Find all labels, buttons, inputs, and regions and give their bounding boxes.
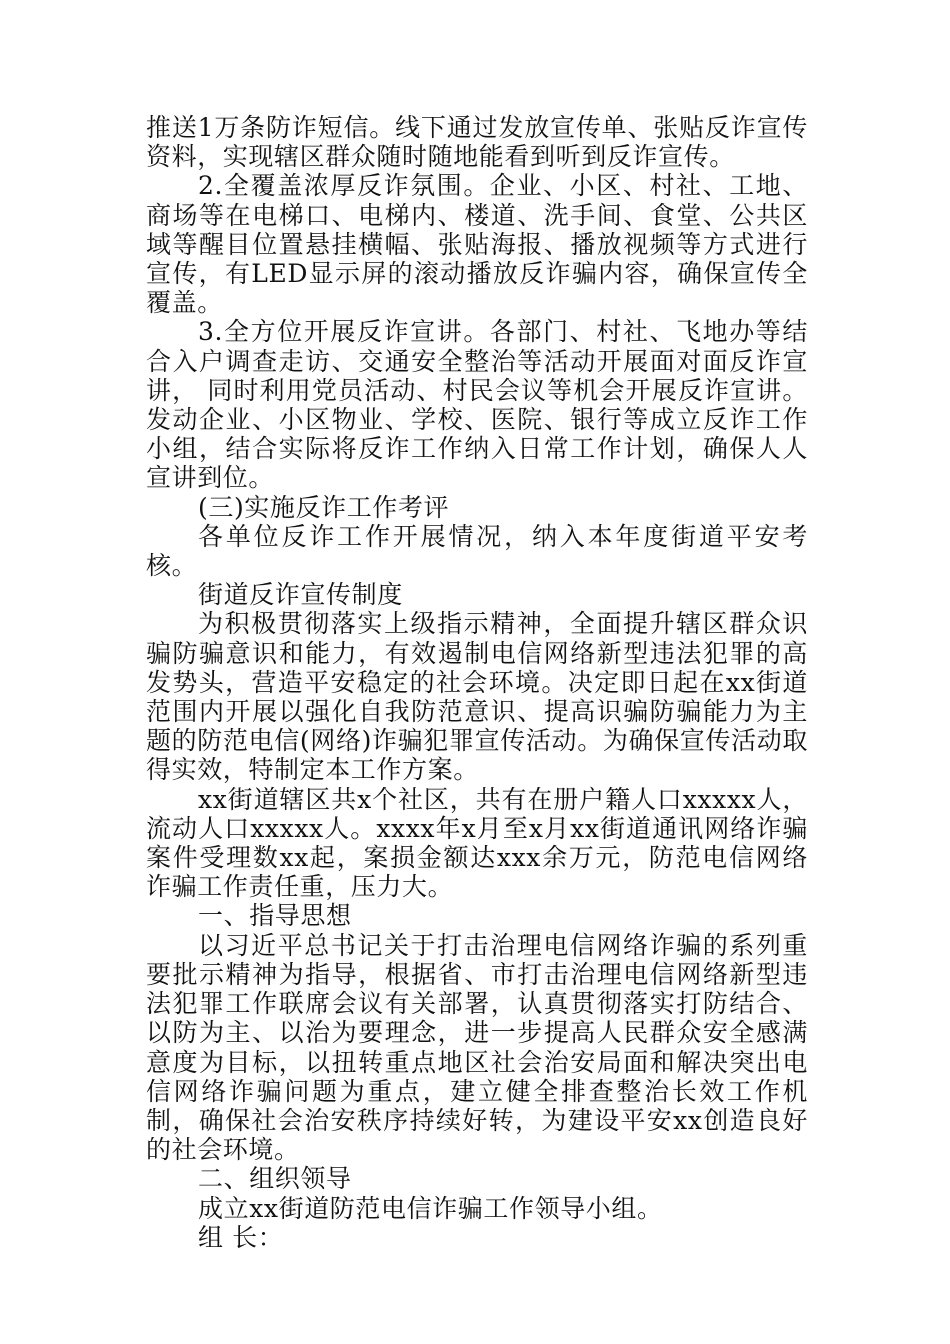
document-page bbox=[146, 113, 808, 1252]
section-heading-organization: 二、组织领导 bbox=[198, 1164, 352, 1194]
paragraph-4: 各单位反诈工作开展情况，纳入本年度街道平安考核。 bbox=[146, 521, 808, 581]
section-heading-3: (三)实施反诈工作考评 bbox=[198, 492, 450, 522]
paragraph-1: 推送1万条防诈短信。线下通过发放宣传单、张贴反诈宣传资料，实现辖区群众随时随地能看到听到反诈宣传。 bbox=[146, 113, 808, 172]
paragraph-7: 以习近平总书记关于打击治理电信网络诈骗的系列重要批示精神为指导，根据省、市打击治理电信网络新型违法犯罪工作联席会议有关部署，认真贯彻落实打防结合、以防为主、以治为要理念，进一步提高人民群众安全感满意度为目标，以扭转重点地区社会治安局面和解决突出电信网络诈骗问题为重点，建立健全排查整治长效工作机制，确保社会治安秩序持续好转，为建设平安xx创造良好的社会环境。 bbox=[146, 930, 808, 1165]
paragraph-3: 3.全方位开展反诈宣讲。各部门、村社、飞地办等结合入户调查走访、交通安全整治等活动开展面对面反诈宣讲， 同时利用党员活动、村民会议等机会开展反诈宣讲。发动企业、小区物业、学校、医院、银行等成立反诈工作小组，结合实际将反诈工作纳入日常工作计划，确保人人宣讲到位。 bbox=[146, 317, 808, 493]
section-heading-guiding: 一、指导思想 bbox=[198, 901, 352, 931]
paragraph-5: 为积极贯彻落实上级指示精神，全面提升辖区群众识骗防骗意识和能力，有效遏制电信网络新型违法犯罪的高发势头，营造平安稳定的社会环境。决定即日起在xx街道范围内开展以强化自我防范意识、提高识骗防骗能力为主题的防范电信(网络)诈骗犯罪宣传活动。为确保宣传活动取得实效，特制定本工作方案。 bbox=[146, 609, 808, 785]
paragraph-6: xx街道辖区共x个社区，共有在册户籍人口xxxxx人，流动人口xxxxx人。xxxx年x月至x月xx街道通讯网络诈骗案件受理数xx起，案损金额达xxx余万元，防范电信网络诈骗工作责任重，压力大。 bbox=[146, 784, 808, 902]
paragraph-8: 成立xx街道防范电信诈骗工作领导小组。 bbox=[198, 1193, 663, 1223]
paragraph-2: 2.全覆盖浓厚反诈氛围。企业、小区、村社、工地、商场等在电梯口、电梯内、楼道、洗手间、食堂、公共区域等醒目位置悬挂横幅、张贴海报、播放视频等方式进行宣传，有LED显示屏的滚动播放反诈骗内容，确保宣传全覆盖。 bbox=[146, 171, 808, 318]
paragraph-leader: 组 长： bbox=[198, 1222, 284, 1252]
document-title: 街道反诈宣传制度 bbox=[198, 580, 403, 610]
